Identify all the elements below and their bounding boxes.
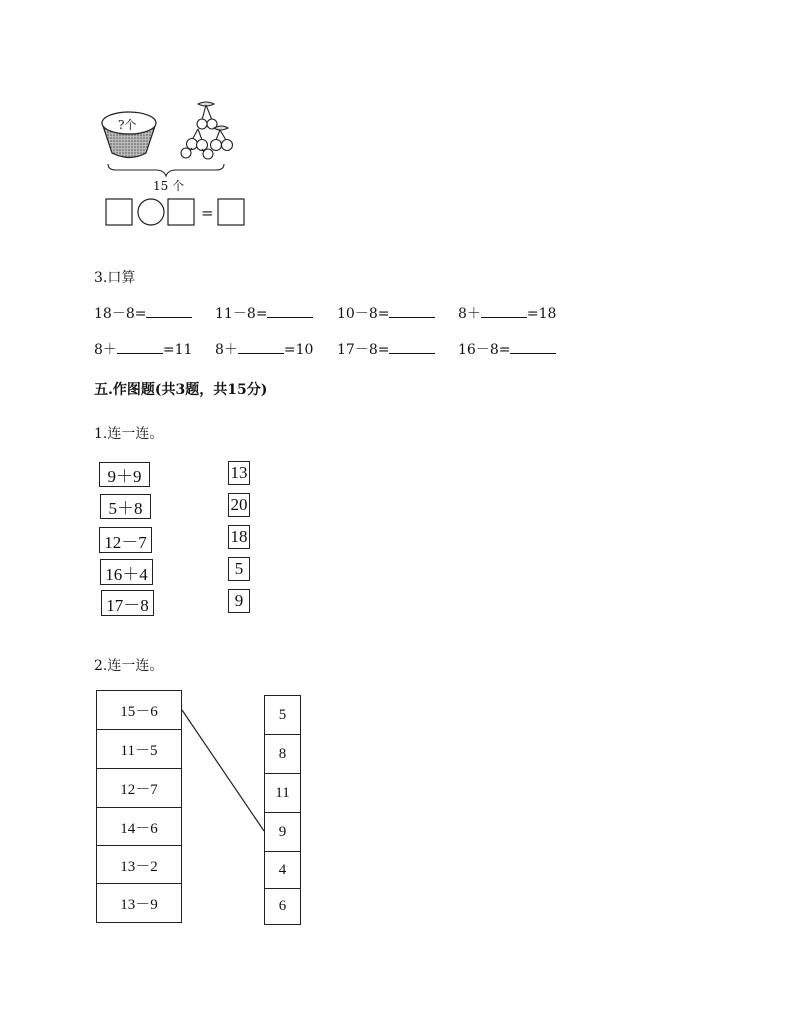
q2-left-item[interactable]: 15－6 (96, 690, 182, 730)
calc-text: =11 (162, 342, 193, 358)
q1-left-item[interactable]: 5＋8 (100, 494, 151, 519)
calc-text: 8＋ (94, 342, 117, 358)
calc-text: 8＋ (215, 342, 238, 358)
q2-right-item[interactable]: 5 (264, 695, 301, 735)
equals-sign: = (201, 204, 214, 222)
bowl-label: ?个 (118, 118, 137, 132)
q2-title: 2.连一连。 (94, 658, 164, 674)
q2-right-item[interactable]: 9 (264, 812, 301, 852)
q1-right-item[interactable]: 9 (228, 589, 250, 613)
q2-left-item[interactable]: 12－7 (96, 768, 182, 808)
q2-left-item[interactable]: 14－6 (96, 807, 182, 847)
q2-right-item[interactable]: 11 (264, 773, 301, 813)
q1-left-item[interactable]: 17－8 (101, 590, 154, 616)
calc-text: 8＋ (458, 306, 481, 322)
q1-right-item[interactable]: 13 (228, 461, 250, 485)
calc-text: 17－8= (337, 342, 390, 358)
q1-left-item[interactable]: 12－7 (99, 527, 152, 553)
calc-text: 18－8= (94, 306, 147, 322)
section3-heading: 3.口算 (94, 270, 136, 286)
calc-text: 16－8= (458, 342, 511, 358)
q2-right-item[interactable]: 4 (264, 851, 301, 889)
calc-text: =10 (283, 342, 314, 358)
q2-left-item[interactable]: 11－5 (96, 729, 182, 769)
q2-left-item[interactable]: 13－2 (96, 845, 182, 885)
q1-left-item[interactable]: 16＋4 (100, 559, 153, 585)
calc-text: 10－8= (337, 306, 390, 322)
q2-left-item[interactable]: 13－9 (96, 883, 182, 923)
q2-right-item[interactable]: 6 (264, 888, 301, 925)
q1-right-item[interactable]: 18 (228, 525, 250, 549)
calc-text: 11－8= (215, 306, 268, 322)
q1-left-item[interactable]: 9＋9 (99, 462, 150, 487)
q2-right-item[interactable]: 8 (264, 734, 301, 774)
q1-title: 1.连一连。 (94, 426, 164, 442)
calc-text: =18 (526, 306, 557, 322)
q1-right-item[interactable]: 20 (228, 493, 250, 517)
section5-heading: 五.作图题(共3题，共15分) (94, 382, 268, 398)
total-label: 15 个 (153, 179, 185, 193)
q1-right-item[interactable]: 5 (228, 557, 250, 581)
